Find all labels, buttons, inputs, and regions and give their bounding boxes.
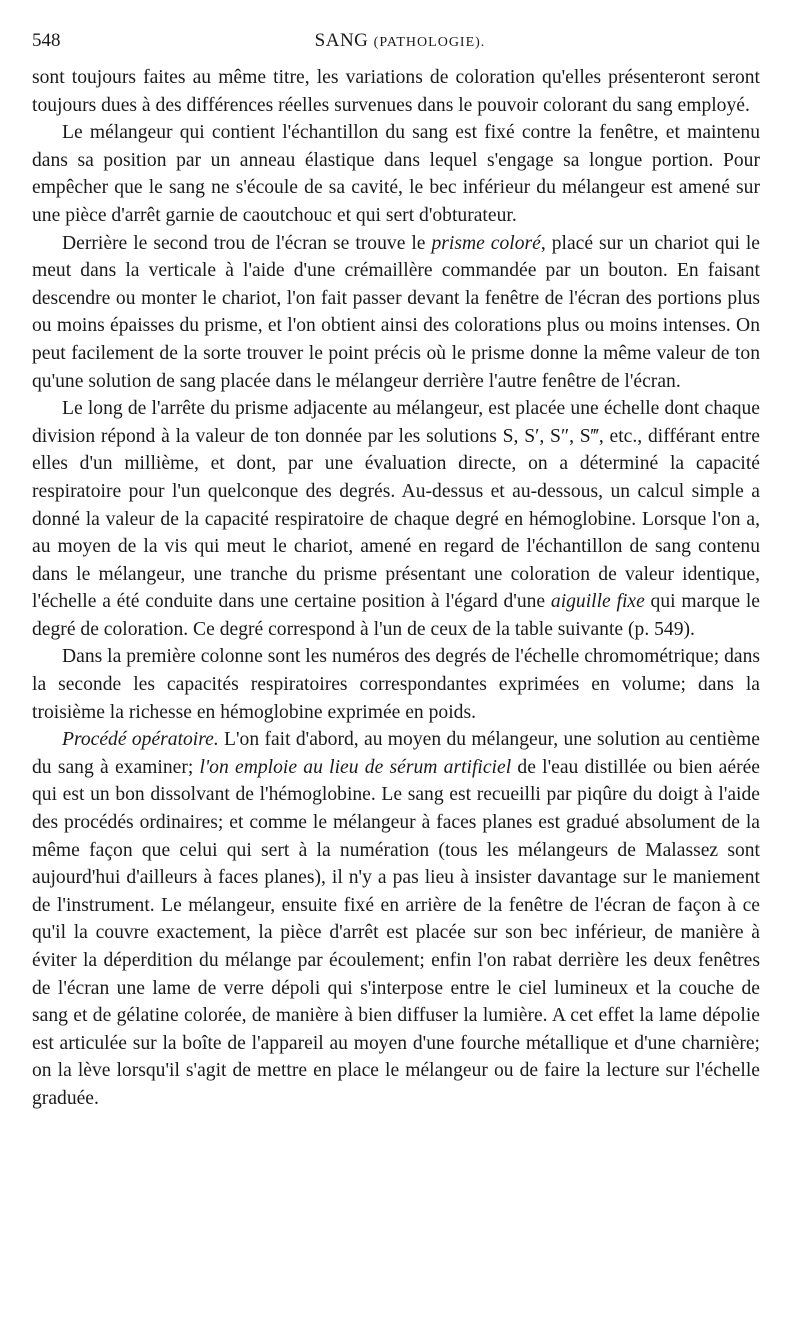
text-run: de l'eau distillée ou bien aérée qui est un bon dissolvant de l'hémoglobine. Le sang est recueilli par piqûre du doigt à l'aide des procédés ordinaires; et comme le mélangeur à faces planes est gradué absolument de la même façon que celui qui sert à la numération (tous les mélangeurs de Malassez sont aujourd'hui d'ailleurs à faces planes), il n'y a pas lieu à insister davantage sur le maniement de l'instrument. Le mélangeur, ensuite fixé en arrière de la fenêtre de l'écran de façon à ce qu'il la couvre exactement, la pièce d'arrêt est placée sur son bec inférieur, de manière à éviter la déperdition du mélange par écoulement; enfin l'on rabat derrière les deux fenêtres de l'écran une lame de verre dépoli qui s'interpose entre le ciel lumineux et la couche de sang et de gélatine colorée, de manière à bien diffuser la lumière. A cet effet la lame dépolie est articulée sur la boîte de l'appareil au moyen d'une fourche métallique et d'une charnière; on la lève lorsqu'il s'agit de mettre en place le mélangeur ou de faire la lecture sur l'échelle graduée. (32, 756, 760, 1109)
italic-text: aiguille fixe (550, 591, 645, 613)
body-text (32, 64, 760, 1113)
italic-text: prisme coloré (431, 232, 541, 254)
running-title-main: SANG (314, 30, 369, 51)
page-number: 548 (32, 30, 61, 51)
paragraph (32, 726, 760, 1112)
text-run: L'on fait d'abord, au moyen du mélangeur, une solution au centième du sang à examiner; (32, 729, 760, 778)
text-run: qui marque le degré de coloration. Ce degré correspond à l'un de ceux de la table suivante (p. 549). (32, 591, 760, 640)
text-run: Le long de l'arrête du prisme adjacente au mélangeur, est placée une échelle dont chaque division répond à la valeur de ton donnée par les solutions S, S′, S″, S‴, etc., différant entre elles d'un millième, et dont, par une évaluation directe, on a déterminé la capacité respiratoire pour l'un quelconque des degrés. Au-dessus et au-dessous, un calcul simple a donné la valeur de la capacité respiratoire de chaque degré en hémoglobine. Lorsque l'on a, au moyen de la vis qui meut le chariot, amené en regard de l'échantillon de sang contenu dans le mélangeur, une tranche du prisme présentant une coloration de valeur identique, l'échelle a été conduite dans une certaine position à l'égard d'une (32, 398, 760, 613)
paragraph (32, 64, 760, 119)
paragraph (32, 119, 760, 229)
text-run: Le mélangeur qui contient l'échantillon du sang est fixé contre la fenêtre, et maintenu dans sa position par un anneau élastique dans lequel s'engage sa longue portion. Pour empêcher que le sang ne s'écoule de sa cavité, le bec inférieur du mélangeur est amené sur une pièce d'arrêt garnie de caoutchouc et qui sert d'obturateur. (32, 122, 760, 226)
text-run: Dans la première colonne sont les numéros des degrés de l'échelle chromométrique; dans la seconde les capacités respiratoires correspondantes exprimées en volume; dans la troisième la richesse en hémoglobine exprimée en poids. (32, 646, 760, 723)
paragraph (32, 230, 760, 396)
italic-text: Procédé opératoire. (62, 729, 219, 751)
text-run: , placé sur un chariot qui le meut dans la verticale à l'aide d'une crémaillère commandée par un bouton. En faisant descendre ou monter le chariot, l'on fait passer devant la fenêtre de l'écran des portions plus ou moins épaisses du prisme, et l'on obtient ainsi des colorations plus ou moins intenses. On peut facilement de la sorte trouver le point précis où le prisme donne la même valeur de ton qu'une solution de sang placée dans le mélangeur derrière l'autre fenêtre de l'écran. (32, 232, 760, 392)
running-header (32, 30, 768, 58)
running-title-sub: (PATHOLOGIE). (373, 35, 486, 50)
italic-text: l'on emploie au lieu de sérum artificiel (199, 756, 512, 778)
text-run: Derrière le second trou de l'écran se trouve le (62, 232, 432, 254)
paragraph (32, 395, 760, 643)
text-run: sont toujours faites au même titre, les variations de coloration qu'elles présenteront seront toujours dues à des différences réelles survenues dans le pouvoir colorant du sang employé. (32, 67, 760, 116)
running-title (32, 30, 768, 52)
paragraph (32, 643, 760, 726)
